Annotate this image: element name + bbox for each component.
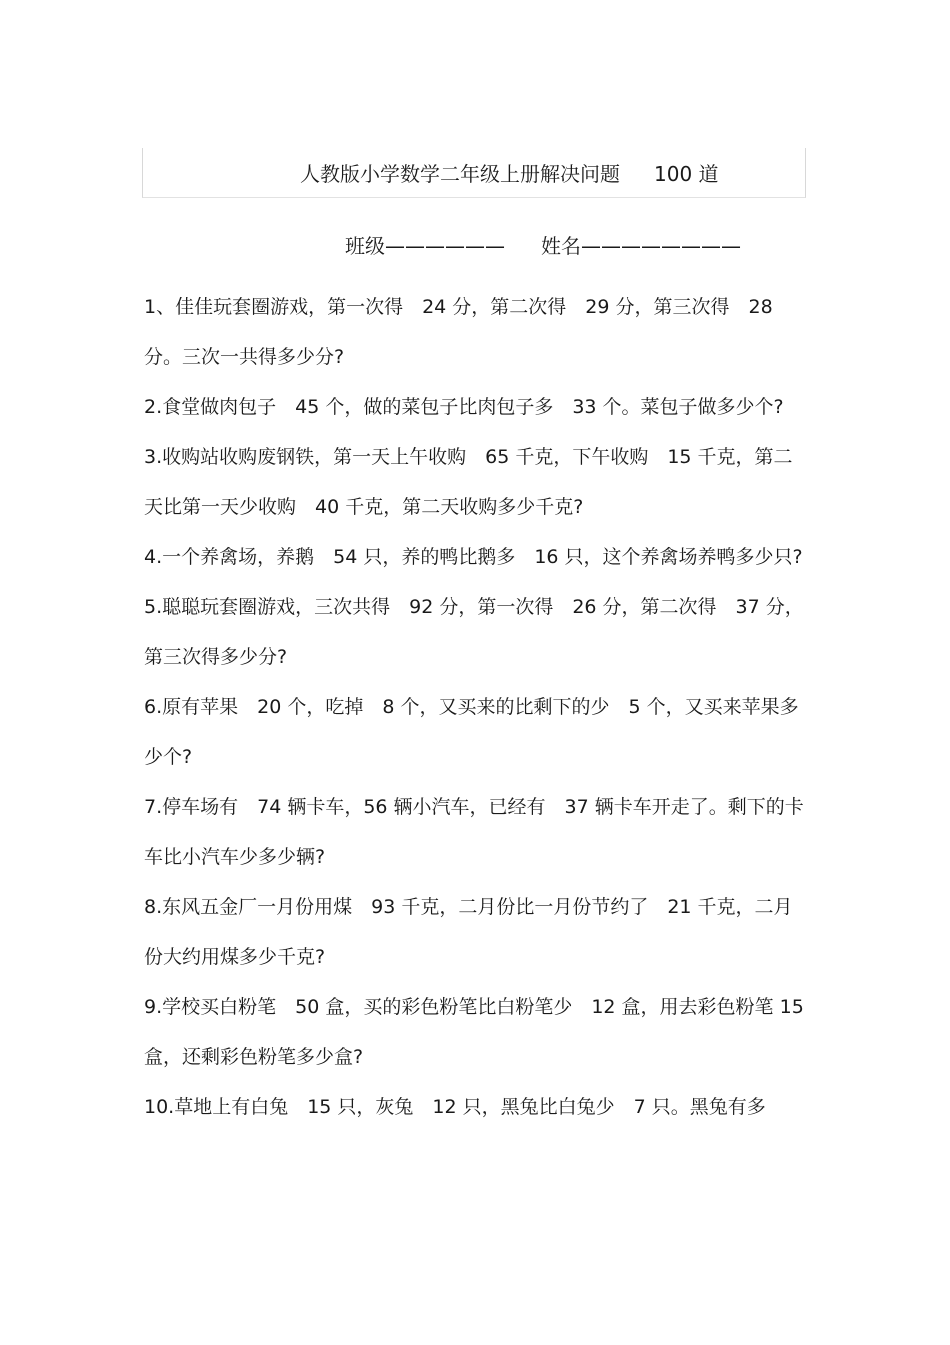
name-field-label: 姓名———————— — [541, 234, 741, 258]
title-count: 100 道 — [654, 162, 719, 186]
question-item: 1、佳佳玩套圈游戏，第一次得 24 分，第二次得 29 分，第三次得 28 分。三次一共得多少分? — [144, 296, 773, 368]
question-item: 3.收购站收购废钢铁，第一天上午收购 65 千克，下午收购 15 千克，第二天比第一天少收购 40 千克，第二天收购多少千克? — [144, 446, 793, 518]
document-title — [300, 160, 719, 188]
question-item: 4.一个养禽场，养鹅 54 只，养的鸭比鹅多 16 只，这个养禽场养鸭多少只? — [144, 546, 803, 568]
question-list — [144, 282, 810, 1132]
question-item: 2.食堂做肉包子 45 个，做的菜包子比肉包子多 33 个。菜包子做多少个? — [144, 396, 784, 418]
question-item: 9.学校买白粉笔 50 盒，买的彩色粉笔比白粉笔少 12 盒，用去彩色粉笔 15 盒，还剩彩色粉笔多少盒? — [144, 996, 804, 1068]
question-item: 8.东风五金厂一月份用煤 93 千克，二月份比一月份节约了 21 千克，二月份大约用煤多少千克? — [144, 896, 793, 968]
title-text: 人教版小学数学二年级上册解决问题 — [300, 162, 620, 186]
question-item: 7.停车场有 74 辆卡车，56 辆小汽车，已经有 37 辆卡车开走了。剩下的卡车比小汽车少多少辆? — [144, 796, 804, 868]
question-item: 6.原有苹果 20 个，吃掉 8 个，又买来的比剩下的少 5 个，又买来苹果多少个? — [144, 696, 799, 768]
student-info-line — [345, 232, 741, 260]
question-item: 10.草地上有白兔 15 只，灰兔 12 只，黑兔比白兔少 7 只。黑兔有多 — [144, 1096, 766, 1118]
question-item: 5.聪聪玩套圈游戏，三次共得 92 分，第一次得 26 分，第二次得 37 分，第三次得多少分? — [144, 596, 804, 668]
class-field-label: 班级—————— — [345, 234, 505, 258]
